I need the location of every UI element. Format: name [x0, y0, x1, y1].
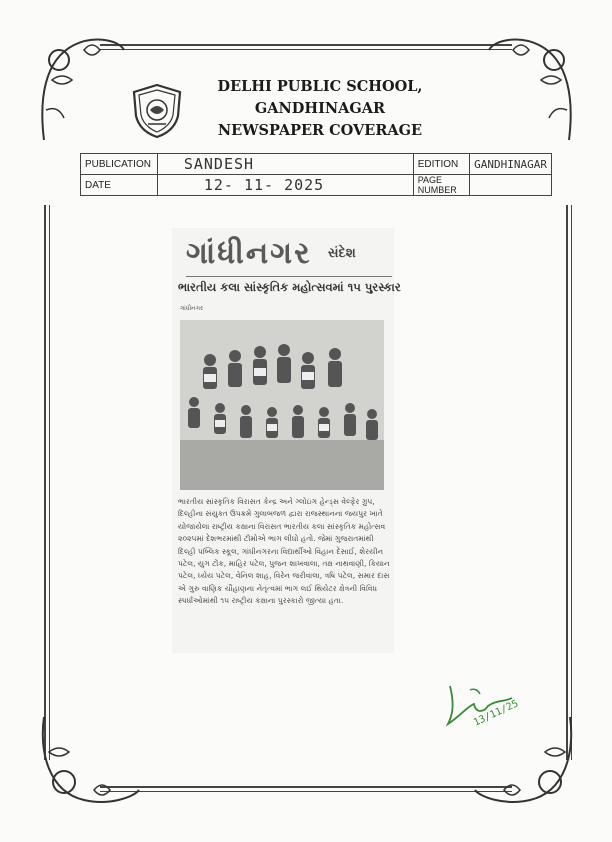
article-headline: ભારતીય કલા સાંસ્કૃતિક મહોત્સવમાં ૧૫ પુરસ્કાર — [178, 280, 401, 294]
publication-label: PUBLICATION — [81, 154, 158, 175]
publication-value: SANDESH — [157, 154, 413, 175]
article-body: ભારતીય સાંસ્કૃતિક વિરાસત કેન્દ્ર અને ગ્લોઇંગ હેન્ડ્સ વેલ્ફેર ગ્રુપ, દિલ્હીના સંયુક્ત ઉપક્રમે ગુલાબજળ દ્વારા રાજસ્થાનના જયપુર ખાતે યોજાયેલા રાષ્ટ્રીય કક્ષાના વિરાસત ભારતીય કલા સાંસ્કૃતિક મહોત્સવ ૨૦૨૫માં દેશભરમાંથી ટીમોએ ભાગ લીધો હતો. જેમાં ગુજરાતમાંથી દિલ્હી પબ્લિક સ્કૂલ, ગાંધીનગરના વિદ્યાર્થીઓ વિહાન દેસાઈ, શેરયીન પટેલ, યુગ ટોંક, માહિર પટેલ, પુજન શાખવાલા, તક્ષ નાથવાણી, કિયાન પટેલ, ધ્યેય પટેલ, વેનિલ શાહ, વિરેન જરીવાલા, ત્રષિ પટેલ, સમાર દાસ એ ગુરુ વાણિક ચૌહાણના નેતૃત્વમાં ભાગ લઈ થિયેટર ક્ષેત્રની વિવિધ સ્પર્ધાઓમાંથી ૧૫ રાષ્ટ્રીય કક્ષાના પુરસ્કારો જીત્યા હતા. — [178, 497, 390, 606]
edition-label: EDITION — [413, 154, 469, 175]
page-number-label: PAGE NUMBER — [413, 175, 469, 196]
corner-ornament-top-right — [484, 30, 579, 150]
school-heading — [200, 76, 440, 142]
masthead-rule — [186, 276, 392, 277]
school-name-line1: DELHI PUBLIC SCHOOL, — [217, 78, 423, 95]
newspaper-clipping — [172, 228, 401, 653]
corner-ornament-top-left — [34, 30, 129, 150]
edition-value: GANDHINAGAR — [470, 154, 552, 175]
signature-date: 13/11/25 — [471, 698, 521, 729]
coverage-title: NEWSPAPER COVERAGE — [217, 122, 423, 139]
school-logo — [128, 82, 186, 140]
article-byline: ગાંધીનગર — [180, 305, 204, 312]
masthead-title: ગાંધીનગર — [186, 236, 312, 271]
masthead-subtitle: સંદેશ — [328, 246, 356, 261]
page-number-value — [470, 175, 552, 196]
publication-info-table — [80, 153, 552, 196]
date-value: 12- 11- 2025 — [157, 175, 413, 196]
group-photo — [180, 320, 384, 490]
school-name-line2: GANDHINAGAR — [254, 100, 386, 117]
date-label: DATE — [81, 175, 158, 196]
newspaper-masthead — [178, 234, 388, 272]
corner-ornament-bottom-left — [34, 712, 144, 812]
